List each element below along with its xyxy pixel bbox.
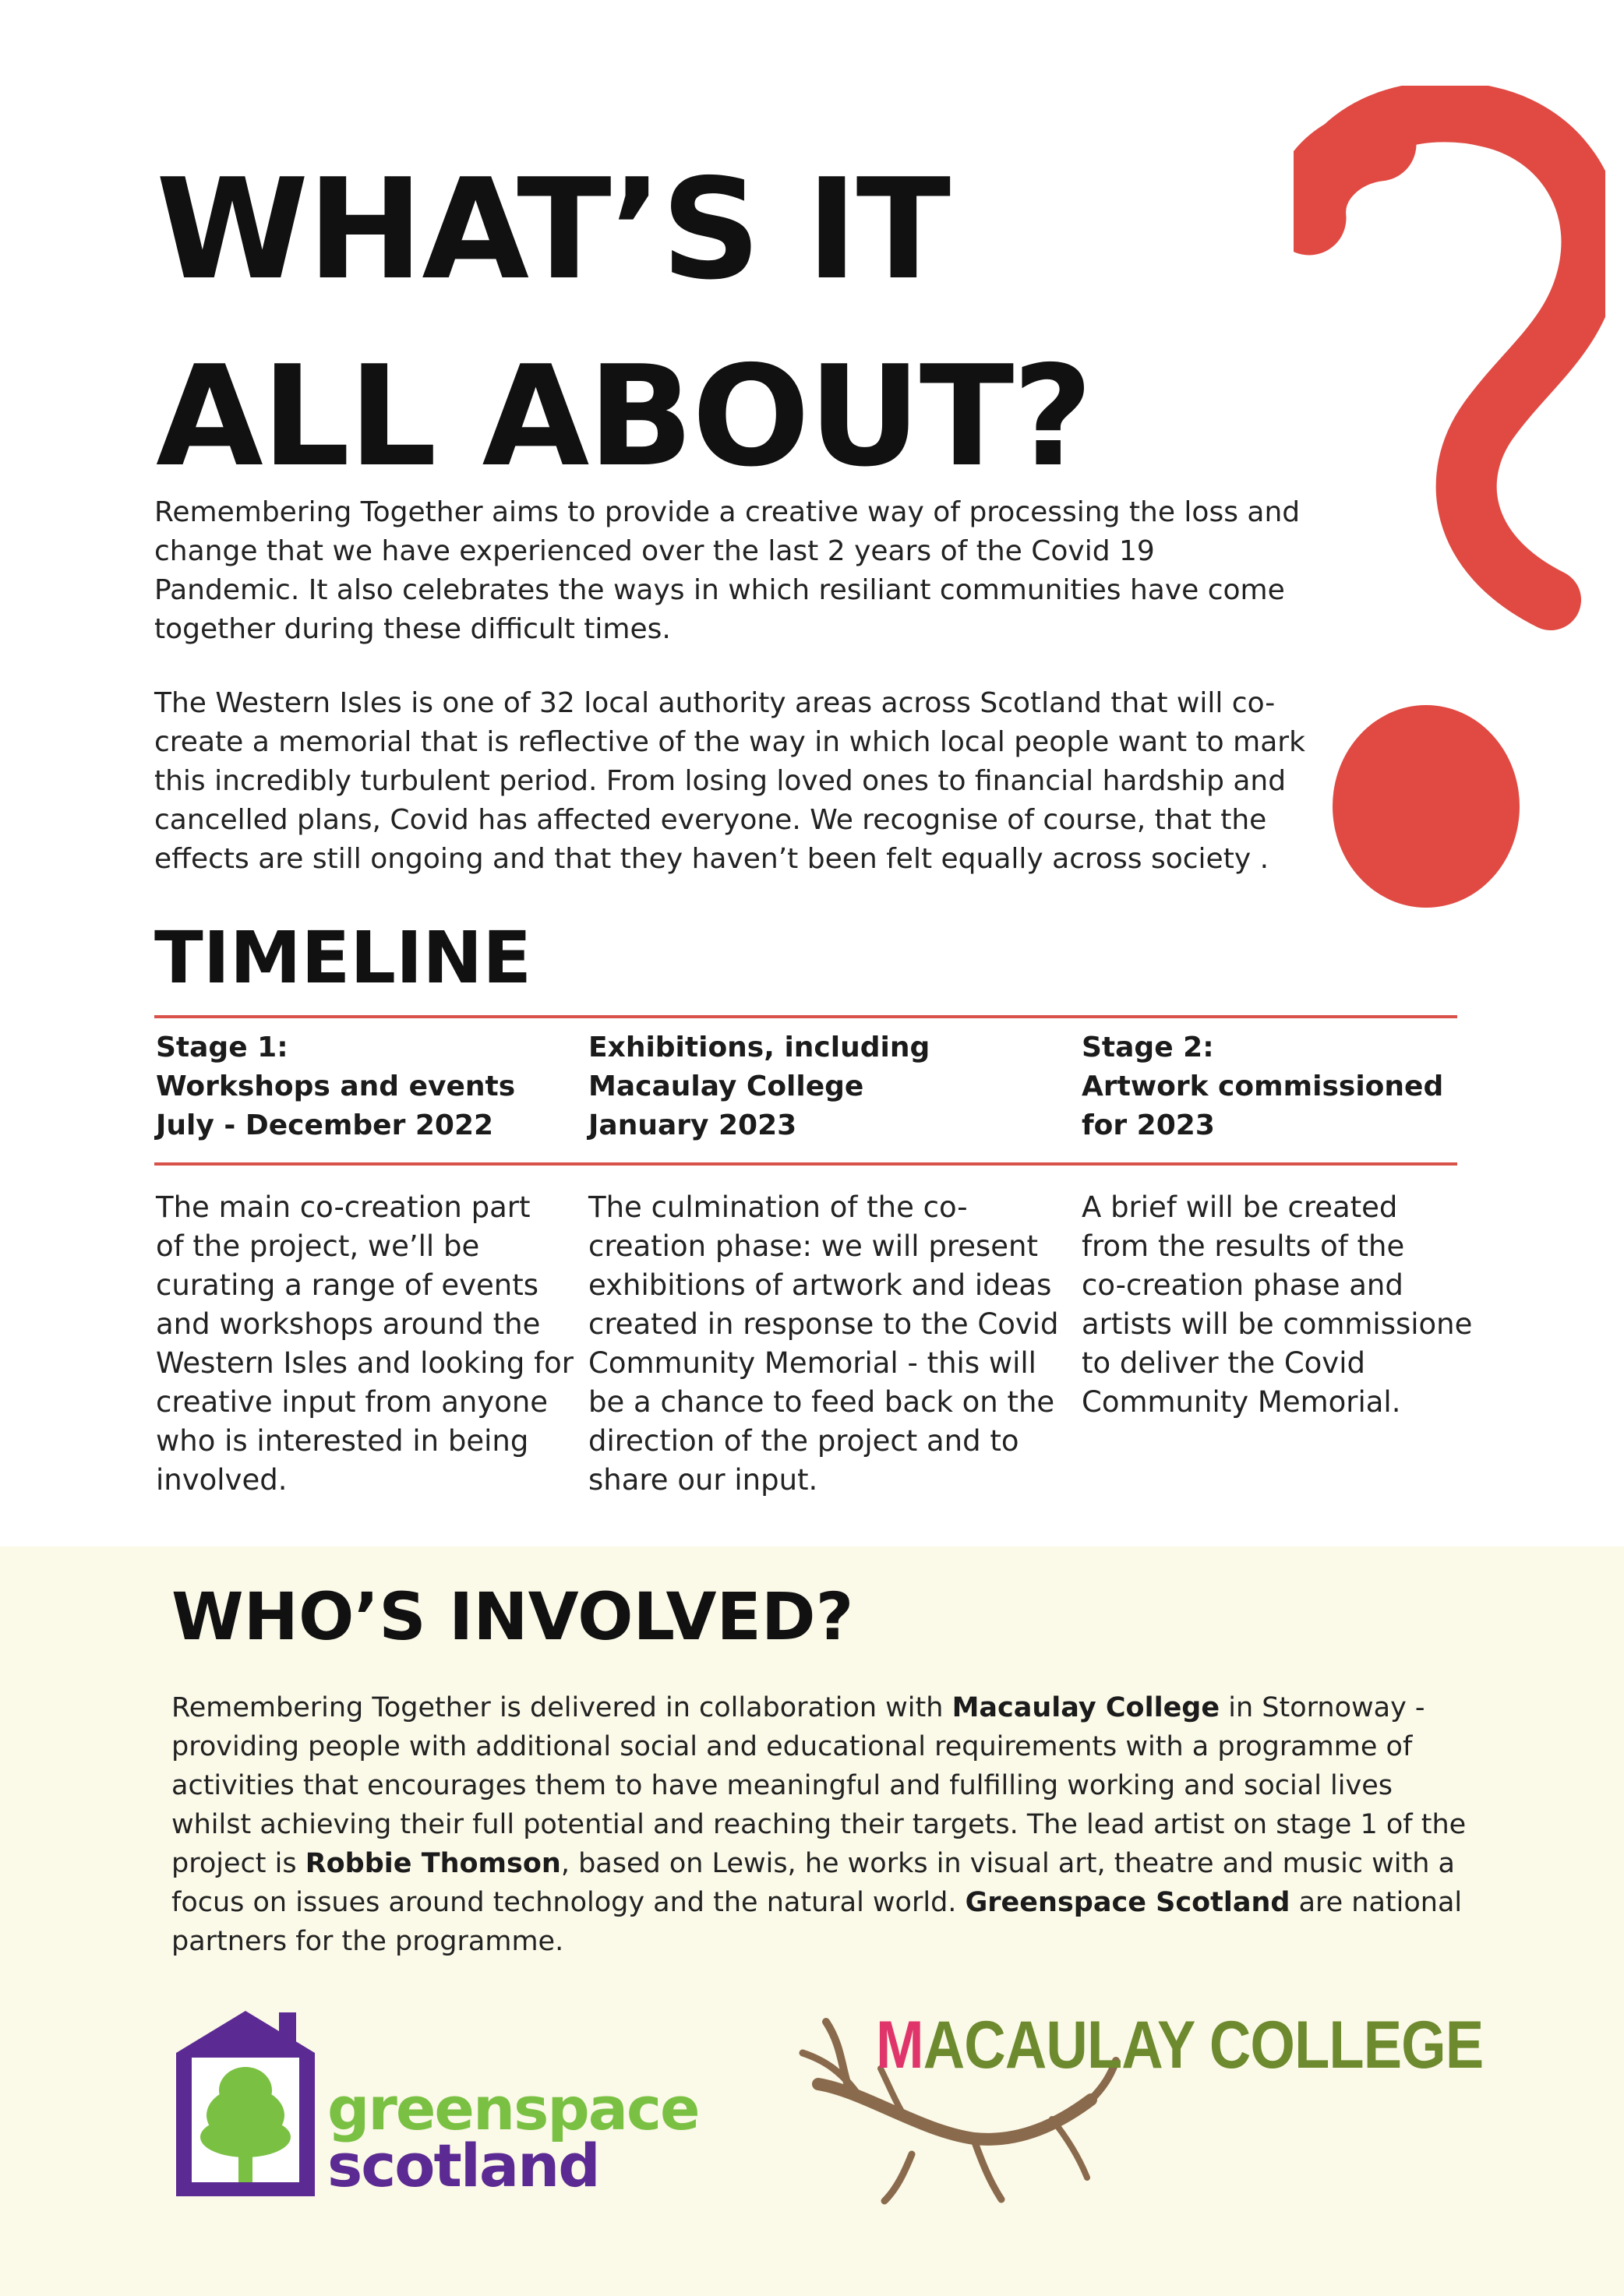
question-mark-graphic bbox=[1294, 86, 1605, 912]
stage-1-description: The main co-creation part of the project, we’ll be curating a range of events and workshops around the Western Isles and looking for creative input from anyone who is interested in being involved. bbox=[156, 1190, 574, 1497]
text-segment: Remembering Together is delivered in collaboration with bbox=[171, 1692, 952, 1723]
intro-paragraph-2: The Western Isles is one of 32 local authority areas across Scotland that will co-create a memorial that is reflective of the way in which local people want to mark this incredibly turbulent period. From losing loved ones to financial hardship and cancelled plans, Covid has affected everyone. We recognise of course, that the effects are still ongoing and that they haven’t been felt equally across society . bbox=[154, 687, 1305, 875]
greenspace-scotland-logo bbox=[171, 2006, 717, 2209]
timeline-bottom-rule bbox=[154, 1162, 1457, 1166]
exhibitions-description: The culmination of the co- creation phase: we will present exhibitions of artwork and ideas created in response to the Covid Community Memorial - this will be a chance to feed back on the direction of the project and to share our input. bbox=[588, 1190, 1059, 1497]
exhibitions-heading: Exhibitions, including Macaulay College January 2023 bbox=[588, 1032, 930, 1141]
stage-2-description: A brief will be created from the results of the co-creation phase and artists will be commissione to deliver the Covid Community Memorial. bbox=[1082, 1190, 1473, 1419]
macaulay-college-logo bbox=[795, 2006, 1484, 2209]
text-segment: are national partners for the programme. bbox=[171, 1887, 1463, 1957]
timeline-top-rule bbox=[154, 1015, 1457, 1018]
greenspace-scotland-name: Greenspace Scotland bbox=[965, 1887, 1290, 1918]
macaulay-rest: ACAULAY COLLEGE bbox=[923, 2008, 1484, 2083]
scotland-wordmark: scotland bbox=[327, 2131, 599, 2200]
whos-involved-section bbox=[0, 1547, 1624, 2296]
house-tree-icon bbox=[171, 2006, 320, 2201]
timeline-heading: TIMELINE bbox=[154, 916, 532, 1000]
stage-1-heading: Stage 1: Workshops and events July - December 2022 bbox=[156, 1032, 516, 1141]
stage-2-heading: Stage 2: Artwork commissioned for 2023 bbox=[1082, 1032, 1444, 1141]
title-line-1: WHAT’S IT bbox=[156, 149, 950, 310]
lead-artist-name: Robbie Thomson bbox=[305, 1848, 561, 1879]
text-segment: in Stornoway - providing people with additional social and educational requirements with a programme of activities that encourages them to have meaningful and fulfilling working and social lives whilst achieving their full potential and reaching their targets. The lead artist on stage 1 of the project is bbox=[171, 1692, 1467, 1879]
text-segment: , based on Lewis, he works in visual art, theatre and music with a focus on issues around technology and the natural world. bbox=[171, 1848, 1456, 1918]
title-line-2: ALL ABOUT? bbox=[156, 336, 1092, 497]
whos-involved-heading: WHO’S INVOLVED? bbox=[171, 1578, 854, 1655]
macaulay-wordmark bbox=[876, 2006, 1483, 2084]
intro-paragraph-1: Remembering Together aims to provide a creative way of processing the loss and change that we have experienced over the last 2 years of the Covid 19 Pandemic. It also celebrates the ways in which resiliant communities have come together during these difficult times. bbox=[154, 496, 1301, 645]
page-title bbox=[156, 136, 1092, 510]
macaulay-college-name: Macaulay College bbox=[951, 1692, 1220, 1723]
whos-involved-text bbox=[171, 1688, 1481, 1961]
macaulay-initial: M bbox=[876, 2008, 923, 2083]
greenspace-wordmark: greenspace bbox=[327, 2074, 699, 2143]
